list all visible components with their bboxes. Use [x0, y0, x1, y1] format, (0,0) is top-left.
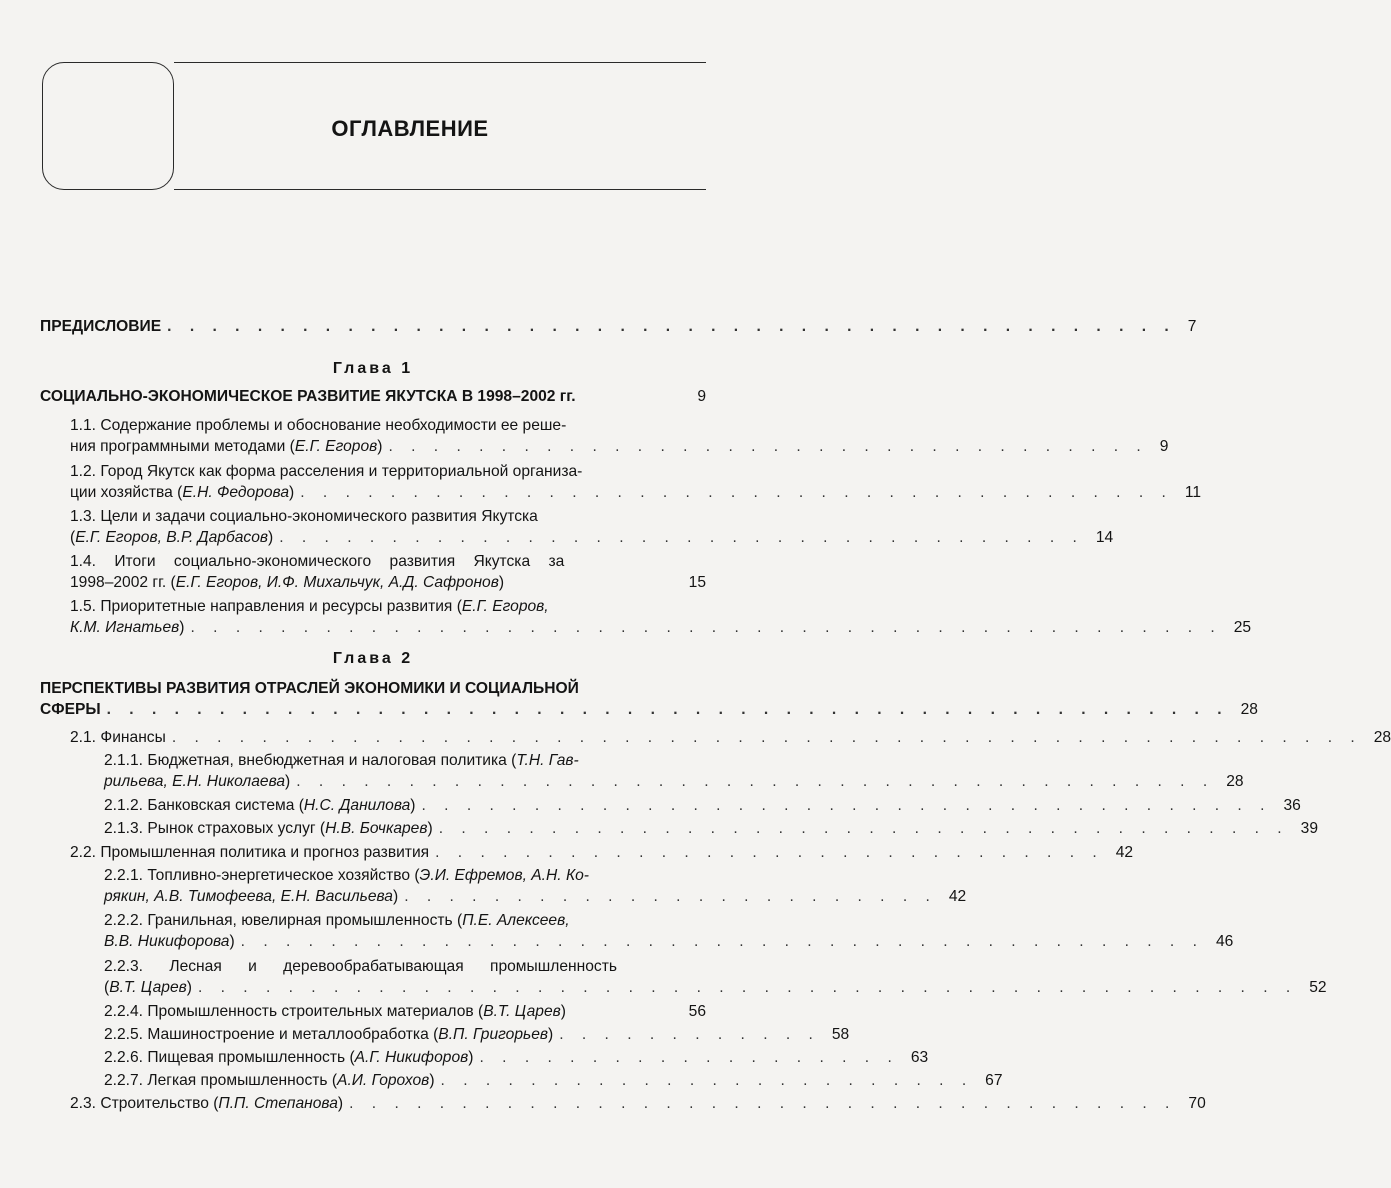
- chapter-2-heading: Глава 2: [332, 650, 414, 667]
- title-frame: [42, 62, 174, 190]
- toc-entry-2-1: 2.1. Финансы . . . . . . . . . . . . . . . . . . . . . . . . . . . . . . . . . . . . . . . . . . . . . . . . . . . . . 28: [70, 729, 1391, 746]
- toc-entry-2-1-1: 2.1.1. Бюджетная, внебюджетная и налоговая политика ( Т.Н. Гав- рильева, Е.Н. Николаева ) . . . . . . . . . . . . . . . . . . . . . . . . . . . . . . . . . . . . . . . . . 28: [104, 752, 1244, 790]
- toc-entry-2-2-7: 2.2.7. Легкая промышленность ( А.И. Горохов ) . . . . . . . . . . . . . . . . . . . . . . . . 67: [104, 1072, 1003, 1089]
- bottom-rule: [174, 189, 706, 190]
- toc-entry-1-1: 1.1. Содержание проблемы и обоснование необходимости ее реше- ния программными методами ( Е.Г. Егоров ) . . . . . . . . . . . . . . . . . . . . . . . . . . . . . . . . . . 9: [70, 417, 1169, 455]
- toc-entry-preface: ПРЕДИСЛОВИЕ . . . . . . . . . . . . . . . . . . . . . . . . . . . . . . . . . . . . . . . . . . . . . 7: [40, 318, 1197, 335]
- toc-entry-1-2: 1.2. Город Якутск как форма расселения и территориальной организа- ции хозяйства ( Е.Н. Федорова ) . . . . . . . . . . . . . . . . . . . . . . . . . . . . . . . . . . . . . . . 11: [70, 463, 1202, 501]
- toc-entry-2-2-5: 2.2.5. Машиностроение и металлообработка ( В.П. Григорьев ) . . . . . . . . . . . . 58: [104, 1026, 850, 1043]
- toc-entry-2-2: 2.2. Промышленная политика и прогноз развития . . . . . . . . . . . . . . . . . . . . . . . . . . . . . . 42: [70, 844, 1134, 861]
- toc-entry-2-3: 2.3. Строительство ( П.П. Степанова ) . . . . . . . . . . . . . . . . . . . . . . . . . . . . . . . . . . . . . 70: [70, 1095, 1206, 1112]
- page-title: ОГЛАВЛЕНИЕ: [331, 116, 489, 141]
- toc-entry-1-5: 1.5. Приоритетные направления и ресурсы развития ( Е.Г. Егоров, К.М. Игнатьев ) . . . . . . . . . . . . . . . . . . . . . . . . . . . . . . . . . . . . . . . . . . . . . . 25: [70, 598, 1252, 636]
- toc-entry-2-1-3: 2.1.3. Рынок страховых услуг ( Н.В. Бочкарев ) . . . . . . . . . . . . . . . . . . . . . . . . . . . . . . . . . . . . . . 39: [104, 820, 1318, 837]
- chapter-1-heading: Глава 1: [332, 360, 414, 377]
- toc-entry-1-3: 1.3. Цели и задачи социально-экономического развития Якутска ( Е.Г. Егоров, В.Р. Дарбасов ) . . . . . . . . . . . . . . . . . . . . . . . . . . . . . . . . . . . . 14: [70, 508, 1114, 546]
- toc-entry-2-2-1: 2.2.1. Топливно-энергетическое хозяйство ( Э.И. Ефремов, А.Н. Ко- рякин, А.В. Тимофеева, Е.Н. Васильева ) . . . . . . . . . . . . . . . . . . . . . . . . 42: [104, 867, 967, 905]
- toc-entry-2-2-4: 2.2.4. Промышленность строительных материалов ( В.Т. Царев ) 56: [104, 1003, 706, 1020]
- toc-entry-chapter-1: СОЦИАЛЬНО-ЭКОНОМИЧЕСКОЕ РАЗВИТИЕ ЯКУТСКА В 1998–2002 гг. 9: [40, 388, 706, 405]
- toc-entry-2-2-2: 2.2.2. Гранильная, ювелирная промышленность ( П.Е. Алексеев, В.В. Никифорова ) . . . . . . . . . . . . . . . . . . . . . . . . . . . . . . . . . . . . . . . . . . . 46: [104, 912, 1234, 950]
- toc-entry-chapter-2: ПЕРСПЕКТИВЫ РАЗВИТИЯ ОТРАСЛЕЙ ЭКОНОМИКИ И СОЦИАЛЬНОЙ СФЕРЫ . . . . . . . . . . . . . . . . . . . . . . . . . . . . . . . . . . . . . . . . . . . . . . . . . . 28: [40, 680, 1258, 718]
- top-rule: [174, 62, 706, 63]
- toc-entry-2-2-3: 2.2.3. Лесная и деревообрабатывающая промышленность ( В.Т. Царев ) . . . . . . . . . . . . . . . . . . . . . . . . . . . . . . . . . . . . . . . . . . . . . . . . . 52: [104, 958, 1327, 996]
- toc-entry-1-4: 1.4. Итоги социально-экономического развития Якутска за 1998–2002 гг. ( Е.Г. Егоров, И.Ф. Михальчук, А.Д. Сафронов ) 15: [70, 553, 706, 591]
- toc-entry-2-2-6: 2.2.6. Пищевая промышленность ( А.Г. Никифоров ) . . . . . . . . . . . . . . . . . . . 63: [104, 1049, 929, 1066]
- toc-entry-2-1-2: 2.1.2. Банковская система ( Н.С. Данилова ) . . . . . . . . . . . . . . . . . . . . . . . . . . . . . . . . . . . . . . 36: [104, 797, 1301, 814]
